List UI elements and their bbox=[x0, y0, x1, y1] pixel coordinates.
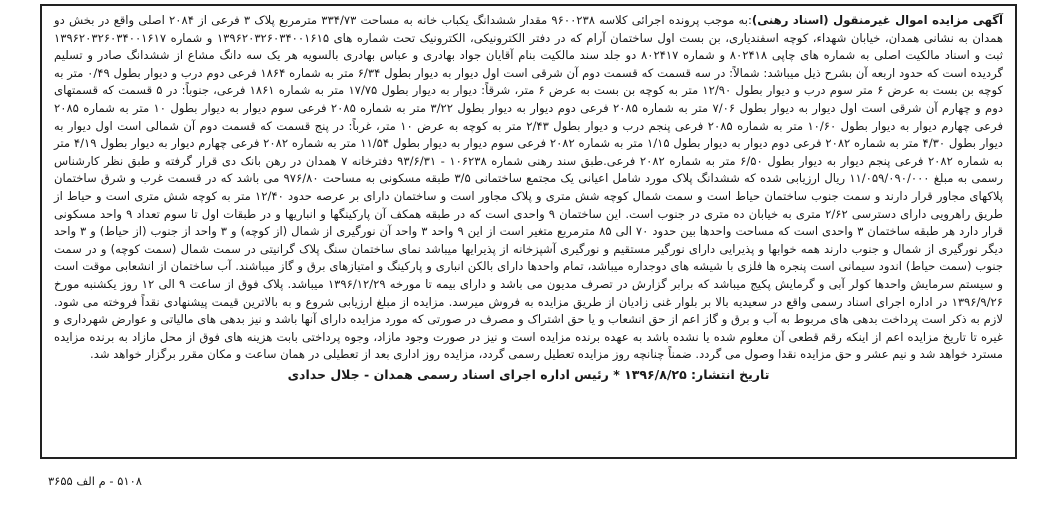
notice-footer bbox=[54, 366, 1003, 384]
notice-body-text: :به موجب پرونده اجرائی کلاسه ۹۶۰۰۲۳۸ مقدار ششدانگ یکباب خانه به مساحت ۳۳۴/۷۳ مترمربع پلاک ۳ فرعی از ۲۰۸۴ اصلی واقع در بخش دو همدان به نشانی همدان، خیابان شهداء، کوچه اسفندیاری، بن بست اول ساختمان آرام که در دفتر الکترونیکی، الکترونیک تحت شماره های ۱۳۹۶۲۰۳۲۶۰۳۴۰۰۱۶۱۵ و شماره ۱۳۹۶۲۰۳۲۶۰۳۴۰۰۱۶۱۷ ثبت و اسناد مالکیت اصلی به شماره های چاپی ۸۰۲۴۱۸ و شماره ۸۰۲۴۱۷ دو جلد سند مالکیت بنام آقایان جواد بهادری و عباس بهادری بالسویه هر یک سه دانگ مشاع از ششدانگ صادر و تسلیم گردیده است که حدود اربعه آن بشرح ذیل میباشد: شمالاً: در سه قسمت که قسمت دوم آن شرقی است اول دیوار به دیوار بطول ۶/۳۴ متر به شماره ۱۸۶۴ فرعی دوم درب و دیوار بطول ۰/۴۹ متر به کوچه بن بست به عرض ۶ متر سوم درب و دیوار بطول ۱۲/۹۰ متر به کوچه بن بست به عرض ۶ متر، شرقاً: دیوار به دیوار بطول ۱۷/۷۵ متر به شماره ۱۸۶۱ فرعی، جنوباً: در ۵ قسمت که قسمتهای دوم و چهارم آن شرقی است اول دیوار به دیوار بطول ۷/۰۶ متر به شماره ۲۰۸۵ فرعی دوم دیوار به دیوار بطول ۳/۲۲ متر به شماره ۲۰۸۵ فرعی سوم دیوار به دیوار بطول ۱۰ متر به شماره ۲۰۸۵ فرعی چهارم دیوار به دیوار بطول ۱۰/۶۰ متر به شماره ۲۰۸۵ فرعی پنجم درب و دیوار بطول ۲/۴۳ متر به کوچه به عرض ۱۰ متر، غرباً: در پنج قسمت که قسمت دوم آن شمالی است اول دیوار به دیوار بطول ۴/۳۰ متر به شماره ۲۰۸۲ فرعی دوم دیوار به دیوار بطول ۱/۱۵ متر به شماره ۲۰۸۲ فرعی سوم دیوار به دیوار بطول ۱۱/۵۴ متر به شماره ۲۰۸۲ فرعی چهارم دیوار به دیوار بطول ۴/۱۹ متر به شماره ۲۰۸۲ فرعی پنجم دیوار به دیوار بطول ۶/۵۰ متر به شماره ۲۰۸۲ فرعی.طبق سند رهنی شماره ۱۰۶۲۳۸ - ۹۳/۶/۳۱ دفترخانه ۷ همدان در رهن بانک دی قرار گرفته و طبق نظر کارشناس رسمی به مبلغ ۱۱/۰۵۹/۰۹۰/۰۰۰ ریال ارزیابی شده که ششدانگ پلاک مورد شامل اعیانی یک مجتمع ساختمانی ۳/۵ طبقه مسکونی به مساحت ۹۷۶/۸۰ می باشد که در قسمت غرب و شرق ساختمان پلاکهای مجاور قرار دارند و سمت جنوب ساختمان حیاط است و سمت شمال کوچه شش متری و پلاک مجاور است و ساختمان دارای بر عرصه حدود ۱۲/۴۰ متر به کوچه شش متری است و حیاط از طریق راهرویی دارای دسترسی ۲/۶۲ متری به خیابان ده متری در جنوب است. این ساختمان ۹ واحدی است که در طبقه همکف آن پارکینگها و انباریها و در طبقات اول تا سوم تعداد ۹ واحد مسکونی قرار دارد هر طبقه ساختمان ۳ واحدی است که مساحت واحدها بین حدود ۷۰ الی ۸۵ مترمربع متغیر است از این ۹ واحد ۳ واحد آن نورگیری از شمال (از کوچه) و ۳ واحد از جنوب (از حیاط) و ۳ واحد دیگر نورگیری از شمال و جنوب دارند همه خوابها و پذیرایی دارای نورگیر مستقیم و نورگیری آشپزخانه از پذیرایها میباشد نمای ساختمان سنگ پلاک گرانیتی در سمت شمال (سمت کوچه) و در سمت جنوب (سمت حیاط) اندود سیمانی است پنجره ها فلزی با شیشه های دوجداره میباشد، تمام واحدها دارای بالکن انباری و پارکینگ و امتیازهای برق و گاز میباشند. آب ساختمان از انشعابی موقت است و سیستم سرمایش واحدها کولر آبی و گرمایش پکیج میباشد که برابر گزارش در تصرف مدیون می باشد و دارای بیمه تا مورخه ۱۳۹۶/۱۲/۲۹ میباشد. پلاک فوق از ساعت ۹ الی ۱۲ روز یکشنبه مورخ ۱۳۹۶/۹/۲۶ در اداره اجرای اسناد رسمی واقع در سعیدیه بالا بر بلوار غنی زادیان از طریق مزایده به فروش میرسد. مزایده از مبلغ ارزیابی شروع و به بالاترین قیمت پیشنهادی نقداً فروخته می شود. لازم به ذکر است پرداخت بدهی های مربوط به آب و برق و گاز اعم از حق انشعاب و یا حق اشتراک و مصرف در صورتی که مورد مزایده دارای آنها باشد و نیز بدهی های مالیاتی و عوارض شهرداری و غیره تا تاریخ مزایده اعم از اینکه رقم قطعی آن معلوم شده یا نشده باشد به عهده برنده مزایده است و نیز در صورت وجود مازاد، وجوه پرداختی بابت هزینه های فوق از محل مازاد به برنده مزایده مسترد خواهد شد و نیم عشر و حق مزایده نقدا وصول می گردد. ضمناً چنانچه روز مزایده تعطیل رسمی گردد، مزایده روز اداری بعد از تعطیلی در همان ساعت و مکان مقرر برگزار خواهد شد. bbox=[54, 13, 1004, 362]
notice-frame bbox=[40, 4, 1017, 459]
notice-body-paragraph bbox=[54, 12, 1003, 364]
ad-reference-number: ۵۱۰۸ - م الف ۳۶۵۵ bbox=[48, 474, 142, 488]
signature: رئیس اداره اجرای اسناد رسمی همدان - جلال حدادی bbox=[287, 366, 609, 382]
publish-date: تاریخ انتشار: ۱۳۹۶/۸/۲۵ bbox=[624, 366, 770, 382]
notice-title: آگهی مزایده اموال غیرمنقول (اسناد رهنی) bbox=[751, 13, 1004, 27]
footer-separator: * bbox=[613, 366, 620, 382]
